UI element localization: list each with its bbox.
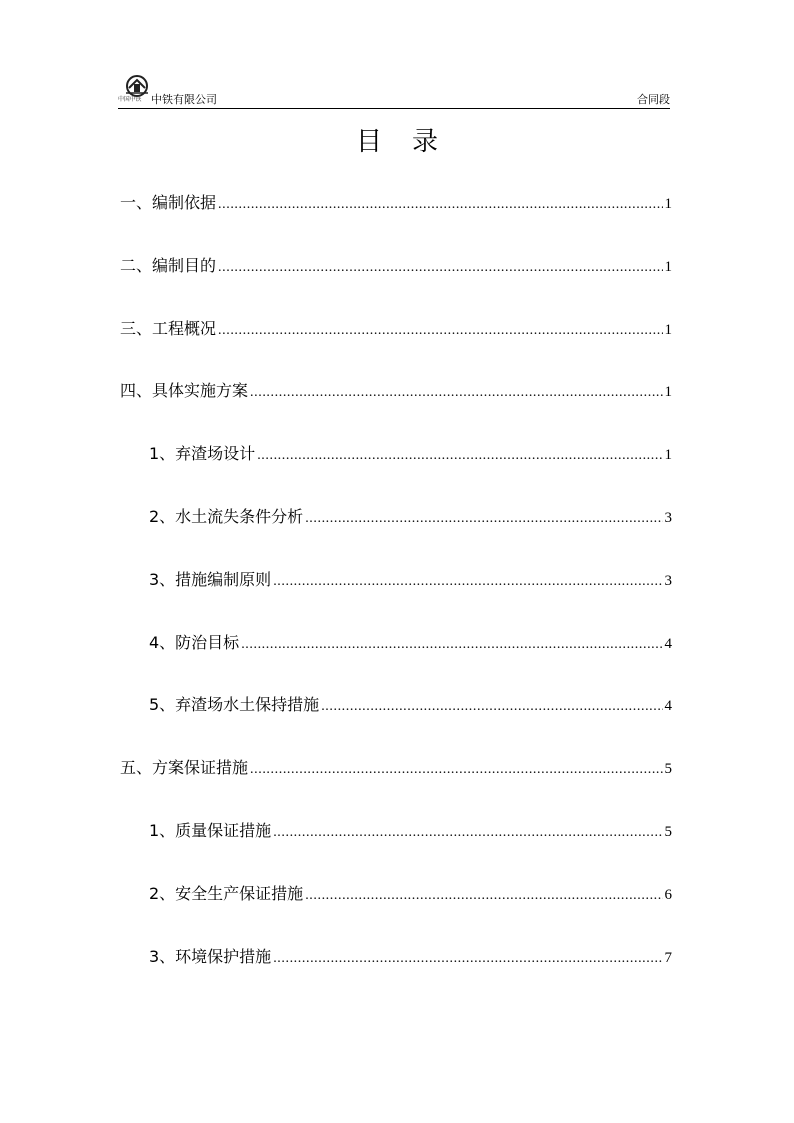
company-name: 中铁有限公司 [151, 93, 217, 106]
toc-dot-leader [250, 759, 662, 781]
toc-entry[interactable] [120, 255, 672, 318]
toc-entry-page-number: 5 [664, 761, 672, 778]
toc-dot-leader [250, 382, 662, 404]
toc-dot-leader [273, 948, 662, 970]
toc-dot-leader [305, 508, 662, 530]
toc-entry-label: 一、编制依据 [120, 193, 217, 212]
contract-section: 合同段 [637, 93, 670, 106]
toc-entry-label: 1、质量保证措施 [149, 820, 272, 840]
toc-dot-leader [257, 445, 662, 467]
toc-entry-label: 2、安全生产保证措施 [149, 883, 304, 903]
table-of-contents [120, 192, 672, 1008]
toc-dot-leader [241, 634, 662, 656]
toc-entry-page-number: 7 [664, 949, 672, 966]
toc-entry-page-number: 3 [664, 509, 672, 526]
toc-entry[interactable] [120, 820, 672, 883]
logo-caption: 中国中铁 [118, 96, 142, 103]
toc-entry[interactable] [120, 946, 672, 1009]
toc-dot-leader [218, 194, 662, 216]
toc-entry-label: 2、水土流失条件分析 [149, 506, 304, 526]
toc-entry[interactable] [120, 569, 672, 632]
toc-entry-page-number: 6 [664, 886, 672, 903]
toc-entry[interactable] [120, 318, 672, 381]
toc-entry-page-number: 1 [664, 384, 672, 401]
toc-entry-page-number: 1 [664, 196, 672, 212]
toc-entry-label: 三、工程概况 [120, 318, 217, 338]
toc-entry-page-number: 1 [664, 447, 672, 464]
toc-dot-leader [218, 320, 662, 342]
toc-entry-label: 1、弃渣场设计 [149, 444, 256, 464]
toc-dot-leader [273, 822, 662, 844]
toc-entry-label: 四、具体实施方案 [120, 381, 249, 401]
toc-entry-page-number: 3 [664, 572, 672, 589]
toc-dot-leader [218, 257, 662, 279]
page-title: 目录 [355, 127, 468, 157]
toc-entry[interactable] [120, 632, 672, 695]
toc-entry-page-number: 4 [664, 635, 672, 652]
toc-entry-page-number: 4 [664, 698, 672, 715]
toc-entry[interactable] [120, 380, 672, 443]
toc-entry[interactable] [120, 192, 672, 255]
toc-dot-leader [321, 696, 662, 718]
toc-entry[interactable] [120, 506, 672, 569]
toc-dot-leader [305, 885, 662, 907]
toc-entry-page-number: 5 [664, 823, 672, 840]
toc-entry[interactable] [120, 694, 672, 757]
toc-entry[interactable] [120, 757, 672, 820]
toc-entry-label: 4、防治目标 [149, 632, 240, 652]
toc-entry[interactable] [120, 443, 672, 506]
toc-entry-page-number: 1 [664, 258, 672, 275]
toc-entry-page-number: 1 [664, 321, 672, 338]
toc-entry[interactable] [120, 883, 672, 946]
toc-entry-label: 五、方案保证措施 [120, 758, 249, 778]
toc-entry-label: 二、编制目的 [120, 255, 217, 275]
toc-dot-leader [273, 571, 662, 593]
toc-entry-label: 3、措施编制原则 [149, 569, 272, 589]
toc-entry-label: 3、环境保护措施 [149, 946, 272, 966]
toc-entry-label: 5、弃渣场水土保持措施 [149, 695, 320, 715]
page-header [118, 74, 670, 109]
